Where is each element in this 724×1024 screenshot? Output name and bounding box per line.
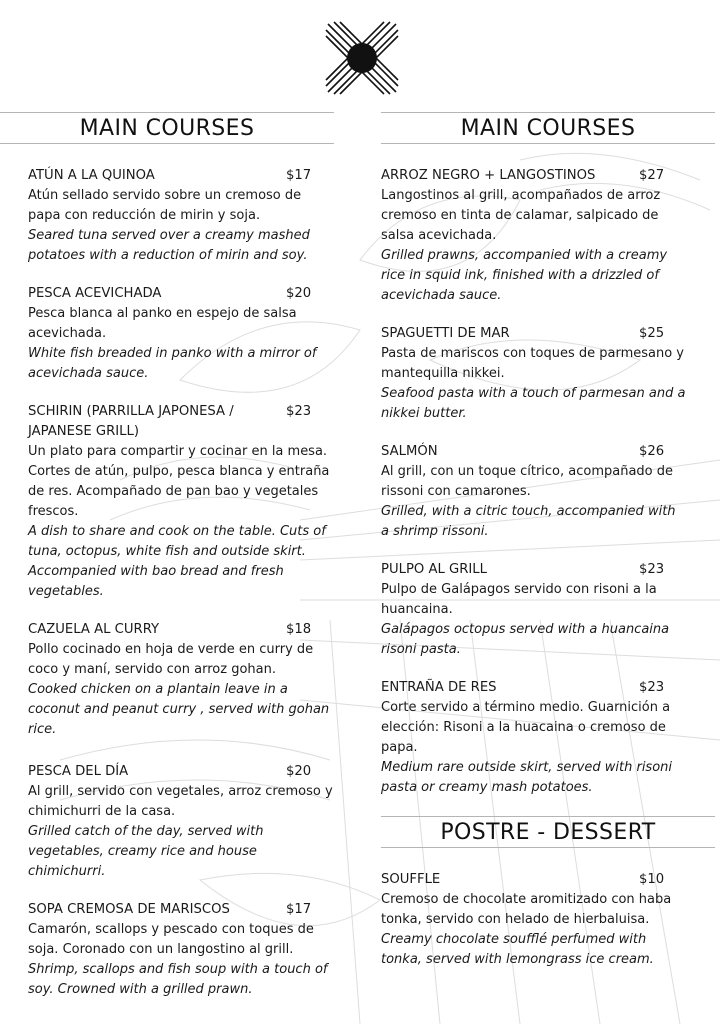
description-english: Medium rare outside skirt, served with risoni pasta or creamy mash potatoes.: [381, 760, 673, 795]
menu-item-header: [28, 762, 334, 782]
description-spanish: Atún sellado servido sobre un cremoso de papa con reducción de mirin y soja.: [28, 188, 302, 223]
dish-name: ENTRAÑA DE RES: [381, 680, 497, 695]
menu-item: [381, 324, 687, 424]
menu-item-header: [381, 442, 687, 462]
dish-name: ARROZ NEGRO + LANGOSTINOS: [381, 168, 596, 183]
dish-price: $26: [639, 444, 665, 459]
dish-price: $20: [286, 764, 312, 779]
menu-item: [28, 284, 334, 384]
description-spanish: Pasta de mariscos con toques de parmesano y mantequilla nikkei.: [381, 346, 684, 381]
menu-item-header: [381, 560, 687, 580]
dish-price: $25: [639, 326, 665, 341]
menu-item: [381, 678, 687, 798]
right-column: [381, 112, 687, 988]
description-english: Galápagos octopus served with a huancaina risoni pasta.: [381, 622, 670, 657]
menu-item-header: [381, 870, 687, 890]
description-spanish: Al grill, servido con vegetales, arroz cremoso y chimichurri de la casa.: [28, 784, 333, 819]
description-spanish: Cremoso de chocolate aromitizado con haba tonka, servido con helado de hierbaluisa.: [381, 892, 672, 927]
section-title-main-courses: MAIN COURSES: [0, 112, 334, 144]
menu-item: [381, 442, 687, 542]
description-spanish: Al grill, con un toque cítrico, acompañado de rissoni con camarones.: [381, 464, 674, 499]
dish-price: $10: [639, 872, 665, 887]
section-title-dessert: POSTRE - DESSERT: [381, 816, 715, 848]
menu-item-header: [28, 620, 334, 640]
description-english: Shrimp, scallops and fish soup with a touch of soy. Crowned with a grilled prawn.: [28, 962, 328, 997]
description-spanish: Corte servido a término medio. Guarnición a elección: Risoni a la huacaina o cremoso de papa.: [381, 700, 671, 755]
dish-price: $20: [286, 286, 312, 301]
menu-item-header: [28, 900, 334, 920]
description-english: Grilled, with a citric touch, accompanied with a shrimp rissoni.: [381, 504, 676, 539]
description-spanish: Pollo cocinado en hoja de verde en curry de coco y maní, servido con arroz gohan.: [28, 642, 314, 677]
description-spanish: Pulpo de Galápagos servido con risoni a la huancaina.: [381, 582, 657, 617]
section-title-main-courses: MAIN COURSES: [381, 112, 715, 144]
menu-item-header: [28, 284, 334, 304]
dish-name: PESCA ACEVICHADA: [28, 286, 162, 301]
logo-icon: [322, 18, 402, 98]
dish-name: CAZUELA AL CURRY: [28, 622, 160, 637]
menu-item: [381, 560, 687, 660]
dish-name: PULPO AL GRILL: [381, 562, 488, 577]
dish-name: SOUFFLE: [381, 872, 441, 887]
dish-price: $17: [286, 902, 312, 917]
description-spanish: Pesca blanca al panko en espejo de salsa acevichada.: [28, 306, 297, 341]
dish-price: $23: [639, 562, 665, 577]
description-english: Seared tuna served over a creamy mashed potatoes with a reduction of mirin and soy.: [28, 228, 310, 263]
description-english: A dish to share and cook on the table. Cuts of tuna, octopus, white fish and outside skirt. Accompanied with bao bread and fresh vegetables.: [28, 524, 326, 599]
description-english: Creamy chocolate soufflé perfumed with tonka, served with lemongrass ice cream.: [381, 932, 654, 967]
menu-item: [381, 870, 687, 970]
description-english: Grilled prawns, accompanied with a creamy rice in squid ink, finished with a drizzled of acevichada sauce.: [381, 248, 668, 303]
menu-item-header: [28, 166, 334, 186]
menu-item: [28, 900, 334, 1000]
dish-name: SALMÓN: [381, 444, 438, 459]
dish-name: SCHIRIN (PARRILLA JAPONESA / JAPANESE GRILL): [28, 404, 234, 439]
dish-price: $23: [639, 680, 665, 695]
description-english: Cooked chicken on a plantain leave in a coconut and peanut curry , served with gohan rice.: [28, 682, 330, 737]
dish-name: SPAGUETTI DE MAR: [381, 326, 510, 341]
menu-item: [28, 166, 334, 266]
left-column: [28, 112, 334, 1018]
description-english: Grilled catch of the day, served with vegetables, creamy rice and house chimichurri.: [28, 824, 264, 879]
dish-price: $18: [286, 622, 312, 637]
description-english: White fish breaded in panko with a mirror of acevichada sauce.: [28, 346, 317, 381]
description-spanish: Langostinos al grill, acompañados de arroz cremoso en tinta de calamar, salpicado de salsa acevichada.: [381, 188, 661, 243]
menu-item-header: [381, 678, 687, 698]
dish-name: SOPA CREMOSA DE MARISCOS: [28, 902, 230, 917]
menu-item-header: [381, 166, 687, 186]
dish-name: ATÚN A LA QUINOA: [28, 168, 155, 183]
menu-item: [28, 620, 334, 740]
menu-item-header: [28, 402, 334, 442]
description-english: Seafood pasta with a touch of parmesan and a nikkei butter.: [381, 386, 686, 421]
menu-item: [28, 402, 334, 602]
dish-price: $27: [639, 168, 665, 183]
dish-price: $23: [286, 404, 312, 419]
dish-name: PESCA DEL DÍA: [28, 764, 129, 779]
menu-item: [28, 762, 334, 882]
description-spanish: Camarón, scallops y pescado con toques de soja. Coronado con un langostino al grill.: [28, 922, 314, 957]
menu-item-header: [381, 324, 687, 344]
dish-price: $17: [286, 168, 312, 183]
menu-item: [381, 166, 687, 306]
description-spanish: Un plato para compartir y cocinar en la mesa. Cortes de atún, pulpo, pesca blanca y entraña de res. Acompañado de pan bao y vegetales frescos.: [28, 444, 330, 519]
